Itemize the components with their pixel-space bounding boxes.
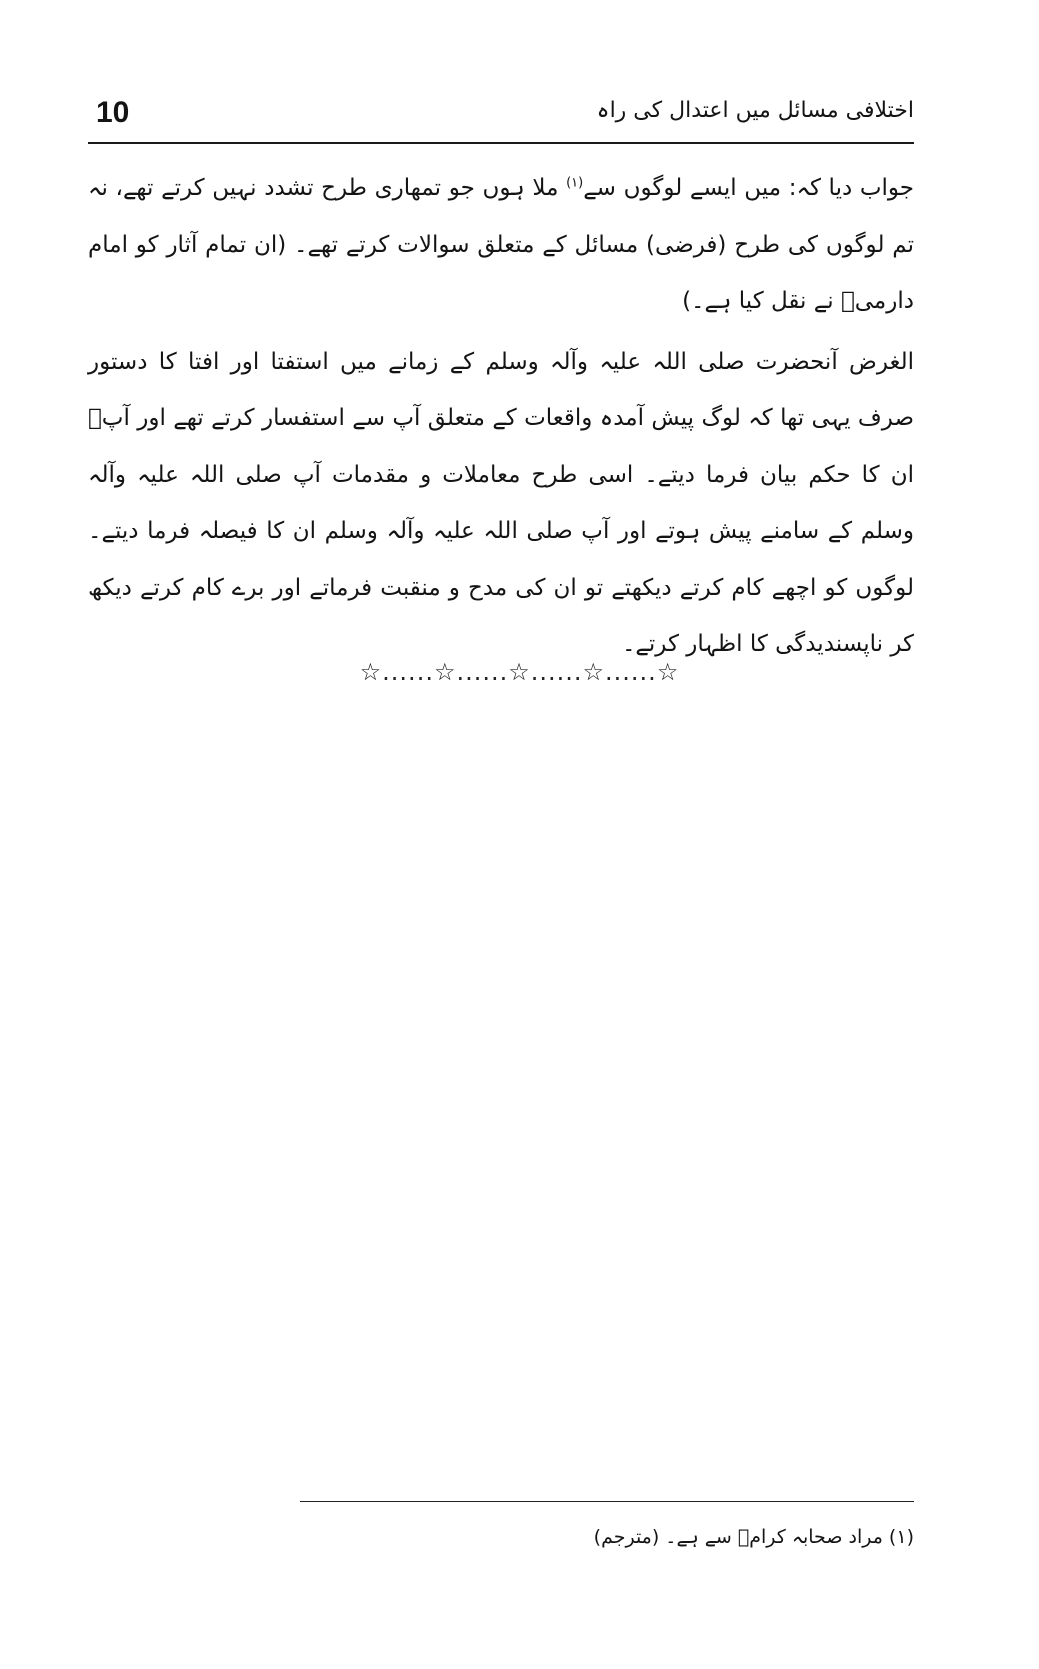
running-title: اختلافی مسائل میں اعتدال کی راہ [596, 98, 914, 123]
paragraph-1-start: جواب دیا کہ: میں ایسے لوگوں سے [583, 175, 915, 201]
paragraph-2: الغرض آنحضرت صلی اللہ علیہ وآلہ وسلم کے زمانے میں استفتا اور افتا کا دستور صرف یہی تھا کہ لوگ پیش آمدہ واقعات کے متعلق آپ سے استفسار کرتے تھے اور آپؐ ان کا حکم بیان فرما دیتے۔ اسی طرح معاملات و مقدمات آپ صلی اللہ علیہ وآلہ وسلم کے سامنے پیش ہوتے اور آپ صلی اللہ علیہ وآلہ وسلم ان کا فیصلہ فرما دیتے۔ لوگوں کو اچھے کام کرتے دیکھتے تو ان کی مدح و منقبت فرماتے اور برے کام کرتے دیکھ کر ناپسندیدگی کا اظہار کرتے۔ [88, 348, 914, 657]
page-header [88, 92, 914, 144]
star-divider: ☆......☆......☆......☆......☆ [359, 658, 680, 686]
footnote-reference[interactable]: (۱) [566, 175, 584, 191]
paragraph-1-rest: ملا ہوں جو تمھاری طرح تشدد نہیں کرتے تھے، نہ تم لوگوں کی طرح (فرضی) مسائل کے متعلق سوالات کرتے تھے۔ (ان تمام آثار کو امام دارمیؒ نے نقل کیا ہے۔) [88, 175, 914, 314]
footnote-divider [300, 1501, 914, 1502]
paragraph-1 [88, 160, 914, 330]
page-number: 10 [96, 96, 130, 129]
footnote: (۱) مراد صحابہ کرامؓ سے ہے۔ (مترجم) [593, 1526, 914, 1548]
body-text [88, 160, 914, 673]
